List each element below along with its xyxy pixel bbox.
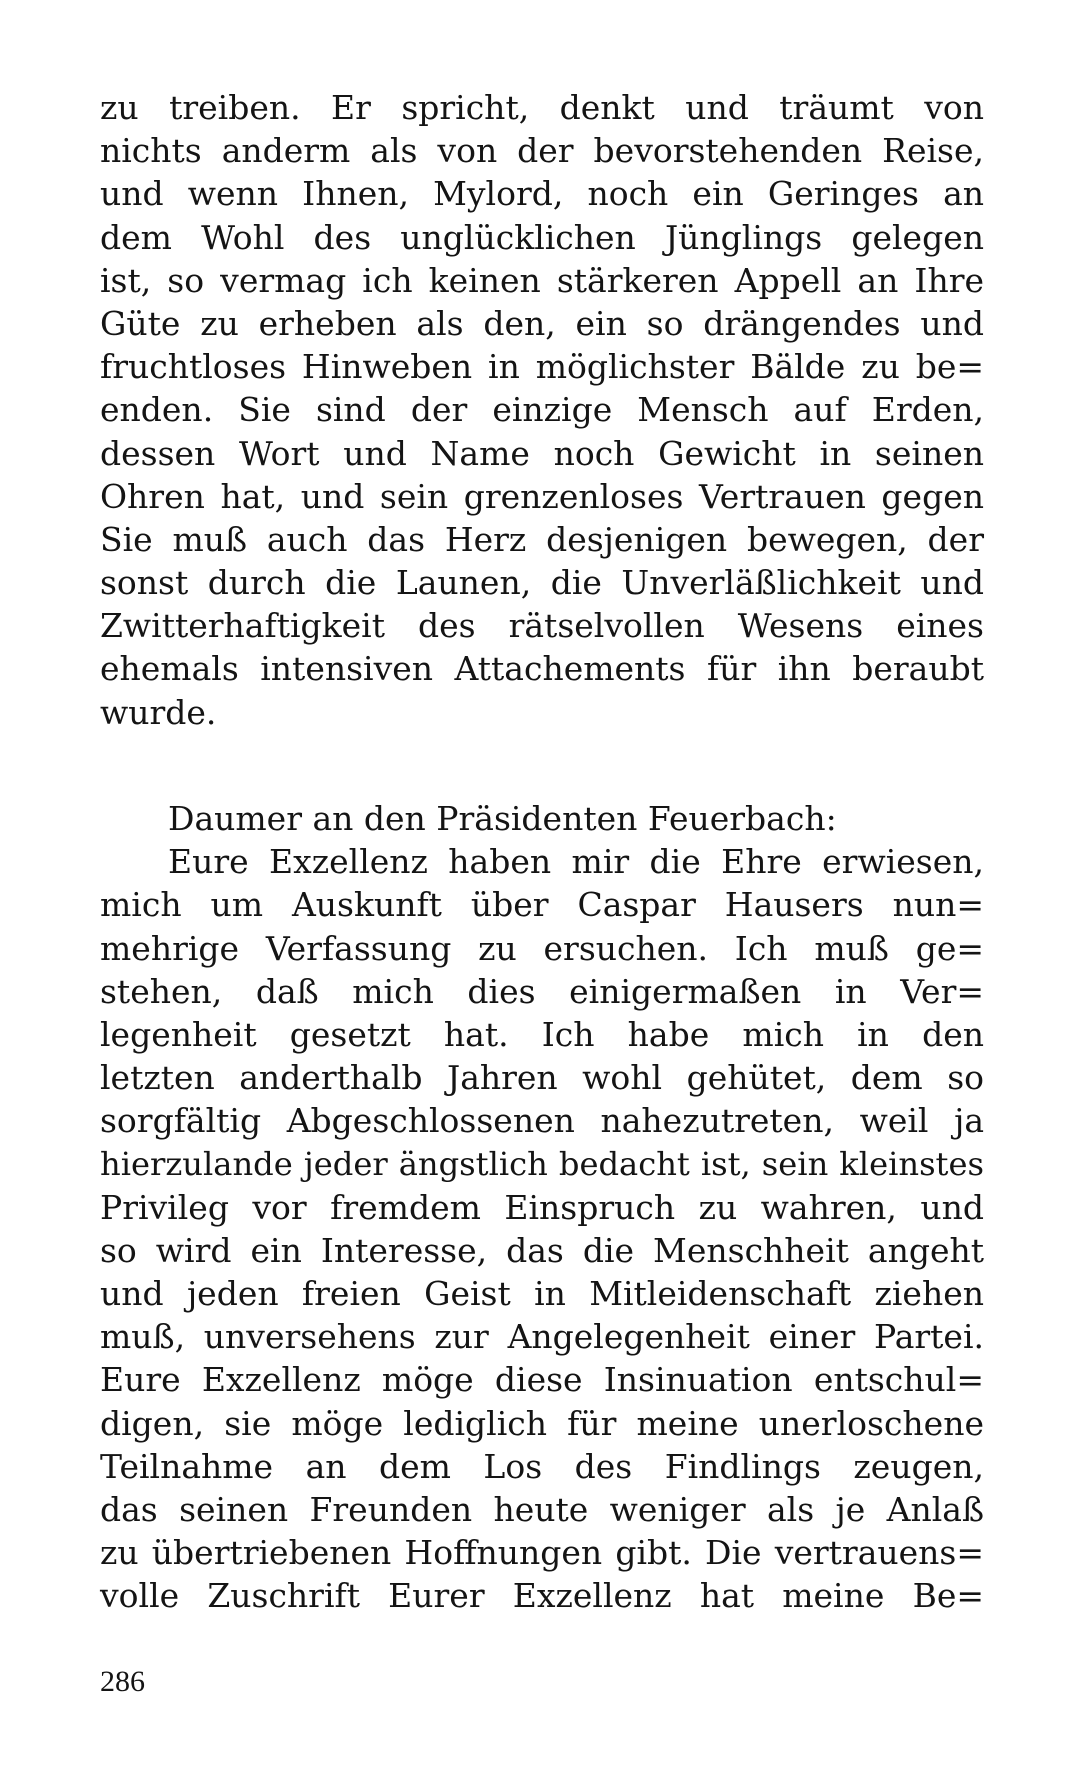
text-line: sorgfältig Abgeschlossenen nahezutreten, weil ja [100,1101,984,1141]
text-line: enden. Sie sind der einzige Mensch auf Erden, [100,390,984,430]
text-line: und jeden freien Geist in Mitleidenschaft ziehen [100,1274,984,1314]
text-line: und wenn Ihnen, Mylord, noch ein Geringes an [100,174,984,214]
page-number: 286 [100,1665,145,1698]
text-line: letzten anderthalb Jahren wohl gehütet, dem so [100,1058,984,1098]
text-line: wurde. [100,692,217,732]
text-line: Sie muß auch das Herz desjenigen bewegen, der [100,519,984,559]
text-line: so wird ein Interesse, das die Menschheit angeht [100,1230,984,1270]
text-line: volle Zuschrift Eurer Exzellenz hat meine Be= [100,1576,984,1616]
text-line: muß, unversehens zur Angelegenheit einer Partei. [100,1317,984,1357]
text-line: Eure Exzellenz haben mir die Ehre erwiesen, [168,842,984,882]
text-line: zu treiben. Er spricht, denkt und träumt von [100,88,984,127]
text-line: stehen, daß mich dies einigermaßen in Ver= [100,971,984,1011]
letter-heading: Daumer an den Präsidenten Feuerbach: [168,799,837,838]
text-line: Güte zu erheben als den, ein so drängendes und [100,303,984,343]
text-line: Teilnahme an dem Los des Findlings zeugen, [100,1446,984,1486]
text-line: das seinen Freunden heute weniger als je Anlaß [100,1490,984,1529]
text-line: Privileg vor fremdem Einspruch zu wahren, und [100,1187,984,1227]
text-line: dem Wohl des unglücklichen Jünglings gelegen [100,217,984,257]
text-line: fruchtloses Hinweben in möglichster Bälde zu be= [100,347,984,387]
text-line: nichts anderm als von der bevorstehenden Reise, [100,131,984,171]
text-line: legenheit gesetzt hat. Ich habe mich in den [100,1014,984,1054]
text-line: ist, so vermag ich keinen stärkeren Appell an Ihre [100,260,984,300]
text-line: sonst durch die Launen, die Unverläßlichkeit und [100,563,984,603]
text-line: mich um Auskunft über Caspar Hausers nun= [100,885,984,925]
text-line: digen, sie möge lediglich für meine unerloschene [100,1403,984,1443]
text-line: zu übertriebenen Hoffnungen gibt. Die vertrauens= [100,1533,984,1573]
text-line: mehrige Verfassung zu ersuchen. Ich muß ge= [100,928,984,968]
text-line: dessen Wort und Name noch Gewicht in seinen [100,433,984,473]
paragraph-letter-ending [100,86,984,734]
text-line: Ohren hat, und sein grenzenloses Vertrauen gegen [100,476,984,516]
paragraph-daumer-letter [100,797,984,1618]
text-line: Eure Exzellenz möge diese Insinuation entschul= [100,1360,984,1400]
text-line: hierzulande jeder ängstlich bedacht ist, sein kleinstes [100,1144,984,1183]
text-line: Zwitterhaftigkeit des rätselvollen Wesens eines [100,606,984,646]
text-line: ehemals intensiven Attachements für ihn beraubt [100,649,984,689]
